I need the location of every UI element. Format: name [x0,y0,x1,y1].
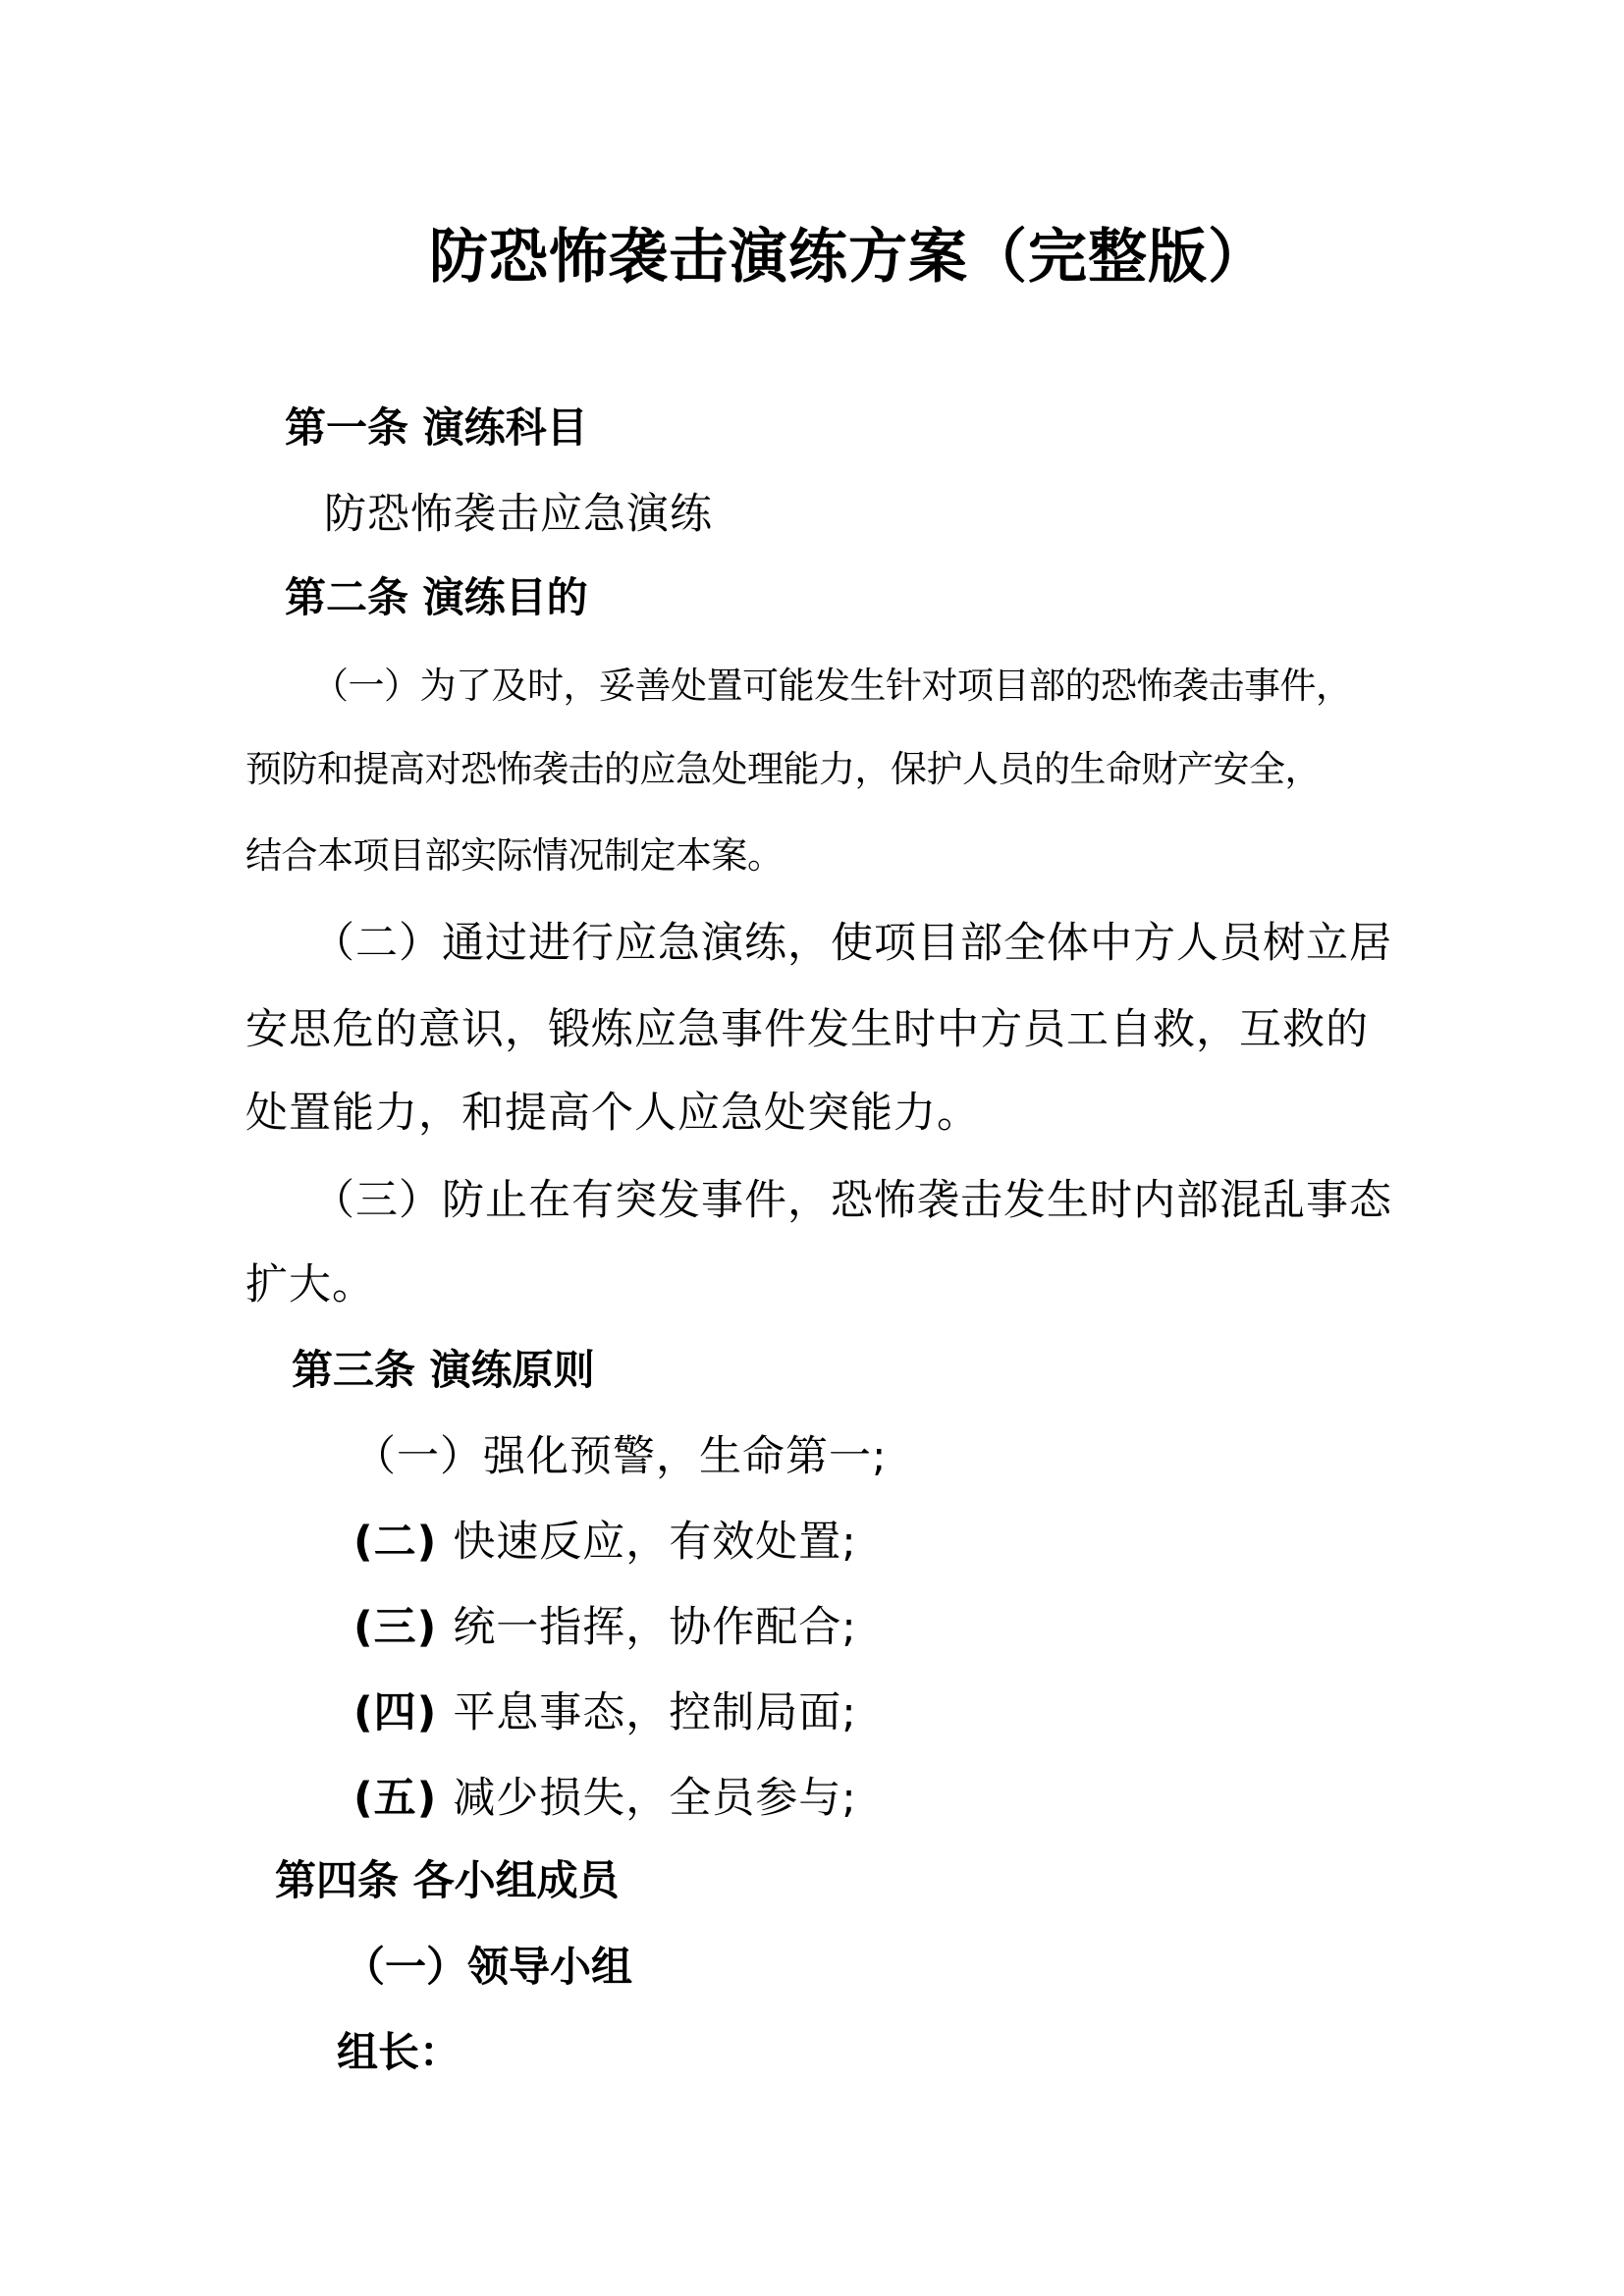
article-2-item-2-line-1: （二）通过进行应急演练，使项目部全体中方人员树立居 [312,919,1392,968]
article-2-item-2-line-3: 处置能力，和提高个人应急处突能力。 [245,1089,980,1138]
article-1-content: 防恐怖袭击应急演练 [324,490,713,539]
article-2-heading: 第二条 演练目的 [285,573,588,621]
principle-marker: (二) [353,1518,438,1567]
document-title: 防恐怖袭击演练方案（完整版） [429,223,1268,292]
principle-marker: (四) [353,1688,438,1737]
article-1-heading: 第一条 演练科目 [285,403,588,452]
article-4-heading: 第四条 各小组成员 [275,1856,620,1904]
principle-text: 强化预警，生命第一; [483,1432,888,1481]
principle-text: 减少损失，全员参与; [453,1774,857,1823]
principle-text: 快速反应，有效处置; [453,1518,857,1567]
article-3-heading: 第三条 演练原则 [292,1346,595,1394]
principle-marker: （一） [353,1432,483,1481]
article-2-item-1-line-1: （一）为了及时，妥善处置可能发生针对项目部的恐怖袭击事件， [312,665,1352,707]
article-4-subheading: （一）领导小组 [344,1943,633,1991]
principle-item-1 [353,1432,888,1481]
principle-item-4 [353,1688,857,1737]
principle-text: 统一指挥，协作配合; [453,1603,857,1652]
article-2-item-3-line-1: （三）防止在有突发事件，恐怖袭击发生时内部混乱事态 [312,1176,1392,1225]
article-2-item-1-line-2: 预防和提高对恐怖袭击的应急处理能力，保护人员的生命财产安全， [245,748,1321,790]
principle-item-3 [353,1603,857,1652]
article-2-item-2-line-2: 安思危的意识，锻炼应急事件发生时中方员工自救，互救的 [245,1005,1369,1054]
principle-text: 平息事态，控制局面; [453,1688,857,1737]
article-2-item-3-line-2: 扩大。 [245,1260,375,1309]
principle-item-5 [353,1774,857,1823]
article-2-item-1-line-3: 结合本项目部实际情况制定本案。 [245,834,784,877]
principle-marker: (五) [353,1774,438,1823]
principle-item-2 [353,1518,857,1567]
principle-marker: (三) [353,1603,438,1652]
leader-label: 组长： [337,2028,461,2076]
